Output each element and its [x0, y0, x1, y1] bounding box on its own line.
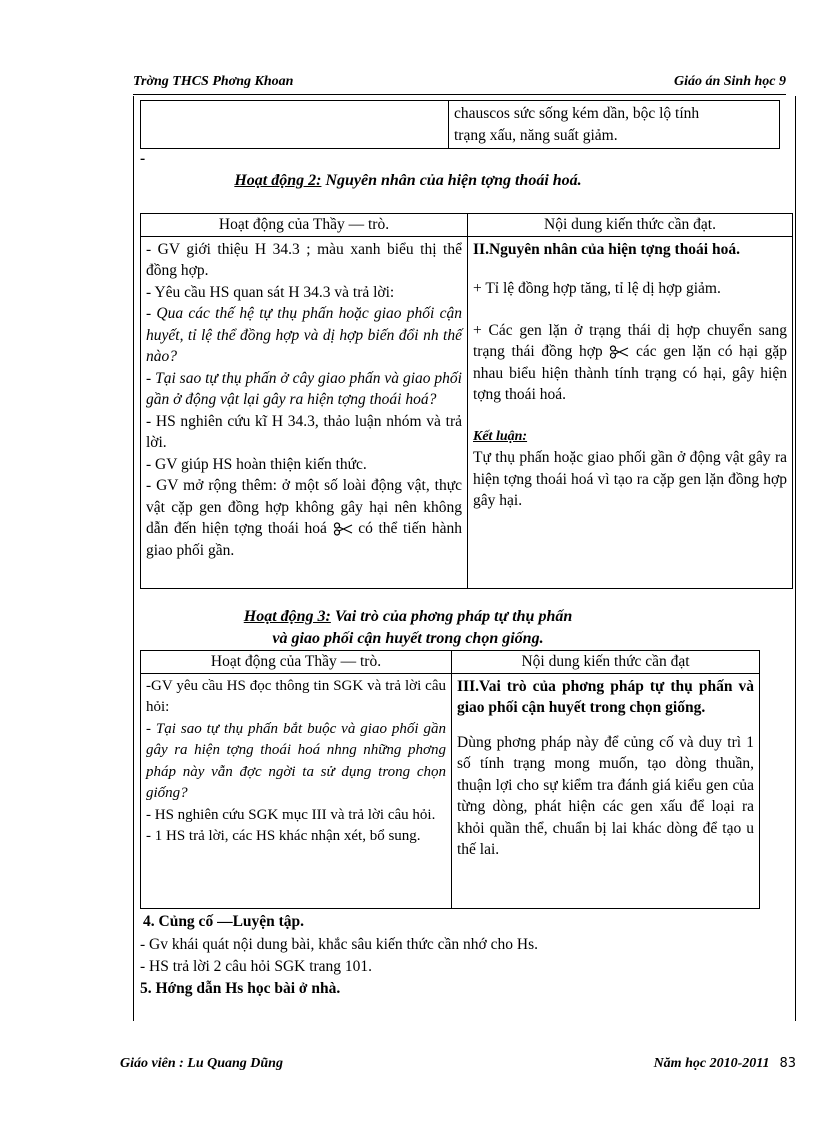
activity3-teacher-cell: -GV yêu cầu HS đọc thông tin SGK và trả lời câu hỏi: - Tại sao tự thụ phấn bắt buộc và giao phối gần gây ra hiện tợng thoái hoá nhng những phơng pháp này vẫn đợc ngời ta sử dụng trong chọn giống? - HS nghiên cứu SGK mục III và trả lời câu hỏi. - 1 HS trả lời, các HS khác nhận xét, bổ sung. — [141, 673, 452, 908]
section4-line2: - HS trả lời 2 câu hỏi SGK trang 101. — [140, 958, 373, 975]
section4-title: 4. Củng cố —Luyện tập. — [143, 913, 305, 930]
activity3-col1-header: Hoạt động của Thầy — trò. — [141, 651, 452, 674]
scissors-icon — [609, 345, 629, 359]
activity3-table — [140, 650, 760, 909]
activity2-col1-header: Hoạt động của Thầy — trò. — [141, 214, 468, 237]
header-subject: Giáo án Sinh học 9 — [673, 74, 786, 89]
header-school: Trờng THCS Phơng Khoan — [133, 74, 294, 89]
footer-teacher: Giáo viên : Lu Quang Dũng — [120, 1056, 283, 1071]
continuation-cell: chauscos sức sống kém dần, bộc lộ tính trạng xấu, năng suất giảm. — [449, 101, 780, 149]
section4-line1: - Gv khái quát nội dung bài, khắc sâu kiến thức cần nhớ cho Hs. — [140, 936, 538, 953]
continuation-table — [140, 100, 780, 149]
page-number: 83 — [779, 1056, 796, 1071]
page-header — [133, 72, 786, 95]
scissors-icon — [333, 522, 353, 536]
section5-title: 5. Hớng dẫn Hs học bài ở nhà. — [140, 980, 341, 997]
page-footer — [120, 1056, 796, 1080]
activity2-table — [140, 213, 793, 589]
footer-year: Năm học 2010-2011 — [653, 1056, 770, 1071]
conclusion-label: Kết luận: — [473, 428, 528, 444]
activity2-col2-header: Nội dung kiến thức cần đạt. — [468, 214, 793, 237]
activity3-title-line2: và giao phối cận huyết trong chọn giống. — [272, 630, 544, 647]
activity2-teacher-cell: - GV giới thiệu H 34.3 ; màu xanh biểu thị thể đồng hợp. - Yêu cầu HS quan sát H 34.3 và trả lời: - Qua các thế hệ tự thụ phấn hoặc giao phối cận huyết, tỉ lệ thể đồng hợp và dị hợp biến đổi nh thế nào? - Tại sao tự thụ phấn ở cây giao phấn và giao phối gần ở động vật lại gây ra hiện tợng thoái hoá? - HS nghiên cứu kĩ H 34.3, thảo luận nhóm và trả lời. - GV giúp HS hoàn thiện kiến thức. - GV mở rộng thêm: ở một số loài động vật, thực vật cặp gen đồng hợp không gây hại nên không dẫn đến hiện tợng thoái hoá có thể tiến hành giao phối gần. — [141, 236, 468, 588]
activity3-content-cell: III.Vai trò của phơng pháp tự thụ phấn và giao phối cận huyết trong chọn giống. Dùng phơng pháp này để củng cố và duy trì 1 số tính trạng mong muốn, tạo dòng thuần, thuận lợi cho sự kiểm tra đánh giá kiểu gen của từng dòng, phát hiện các gen xấu để loại ra khỏi quần thể, chuẩn bị lai khác dòng để tạo u thế lai. — [452, 673, 760, 908]
activity3-col2-header: Nội dung kiến thức cần đạt — [452, 651, 760, 674]
activity2-content-cell: II.Nguyên nhân của hiện tợng thoái hoá. + Tỉ lệ đồng hợp tăng, tỉ lệ dị hợp giảm. + Các gen lặn ở trạng thái dị hợp chuyển sang trạng thái đồng hợp các gen lặn có hại gặp nhau biểu hiện thành tính trạng có hại, gây hiện tợng thoái hoá. Kết luận: Tự thụ phấn hoặc giao phối gần ở động vật gây ra hiện tợng thoái hoá vì tạo ra cặp gen lặn đồng hợp gây hại. — [468, 236, 793, 588]
dash-mark: - — [140, 150, 146, 167]
activity3-title: Hoạt động 3: Vai trò của phơng pháp tự thụ phấn — [243, 608, 573, 625]
activity2-title: Hoạt động 2: Nguyên nhân của hiện tợng thoái hoá. — [234, 172, 582, 189]
